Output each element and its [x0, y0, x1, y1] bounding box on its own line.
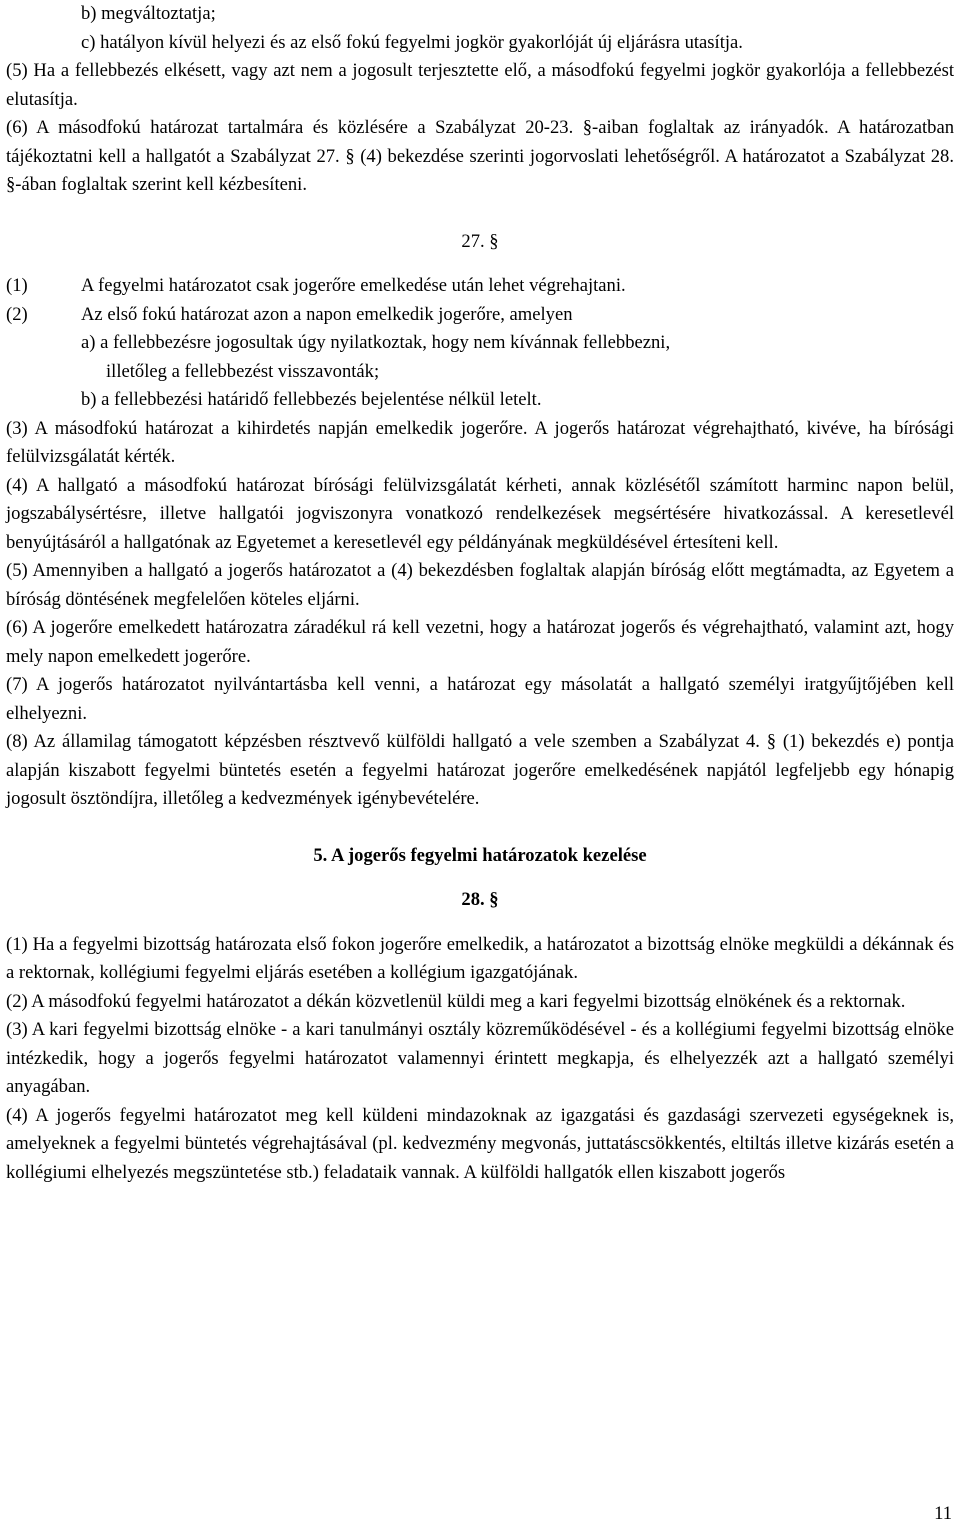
paragraph-27-3: (3) A másodfokú határozat a kihirdetés napján emelkedik jogerőre. A jogerős határozat végrehajtható, kivéve, ha bírósági felülvizsgálatát kérték.	[6, 417, 954, 467]
chapter-5-title: 5. A jogerős fegyelmi határozatok kezelése	[313, 844, 647, 866]
paragraph-28-2: (2) A másodfokú fegyelmi határozatot a dékán közvetlenül küldi meg a kari fegyelmi bizottság elnökének és a rektornak.	[6, 990, 906, 1012]
paragraph-27-8: (8) Az államilag támogatott képzésben résztvevő külföldi hallgató a vele szemben a Szabályzat 4. § (1) bekezdés e) pontja alapján kiszabott fegyelmi büntetés esetén a fegyelmi határozat jogerőre emelkedésének napjától legfeljebb egy hónapig jogosult ösztöndíjra, illetőleg a kedvezmények igénybevételére.	[6, 731, 954, 809]
paragraph-number: (2)	[6, 303, 28, 325]
paragraph-26-5: (5) Ha a fellebbezés elkésett, vagy azt nem a jogosult terjesztette elő, a másodfokú fegyelmi jogkör gyakorlója a fellebbezést elutasítja.	[6, 60, 954, 110]
paragraph-27-7: (7) A jogerős határozatot nyilvántartásba kell venni, a határozat egy másolatát a hallgató személyi iratgyűjtőjében kell elhelyezni.	[6, 674, 954, 724]
paragraph-27-1	[6, 272, 954, 301]
sub-item-a: a) a fellebbezésre jogosultak úgy nyilatkoztak, hogy nem kívánnak fellebbezni,	[81, 332, 671, 353]
paragraph-text: Az első fokú határozat azon a napon emelkedik jogerőre, amelyen	[81, 303, 573, 325]
paragraph-28-4: (4) A jogerős fegyelmi határozatot meg kell küldeni mindazoknak az igazgatási és gazdasági szervezeti egységeknek is, amelyeknek a fegyelmi büntetés végrehajtásával (pl. kedvezmény megvonás, juttatáscsökkentés, eltiltás illetve kizárás esetén a kollégiumi elhelyezés megszüntetése stb.) feladataik vannak. A külföldi hallgatók ellen kiszabott jogerős	[6, 1104, 954, 1183]
paragraph-28-3: (3) A kari fegyelmi bizottság elnöke - a kari tanulmányi osztály közreműködésével - és a kollégiumi fegyelmi bizottság elnöke intézkedik, hogy a jogerős fegyelmi határozatot valamennyi érintett megkapja, és elhelyezzék azt a hallgató személyi anyagában.	[6, 1019, 954, 1097]
paragraph-text: A fegyelmi határozatot csak jogerőre emelkedése után lehet végrehajtani.	[81, 275, 626, 296]
sub-item-b: b) a fellebbezési határidő fellebbezés bejelentése nélkül letelt.	[81, 389, 542, 410]
document-page	[6, 0, 954, 1187]
sub-item-a-continued: illetőleg a fellebbezést visszavonták;	[106, 360, 380, 382]
paragraph-26-6: (6) A másodfokú határozat tartalmára és közlésére a Szabályzat 20-23. §-aiban foglaltak az irányadók. A határozatban tájékoztatni kell a hallgatót a Szabályzat 27. § (4) bekezdése szerinti jogorvoslati lehetőségről. A határozatot a Szabályzat 28. §-ában foglaltak szerint kell kézbesíteni.	[6, 117, 954, 195]
paragraph-27-6: (6) A jogerőre emelkedett határozatra záradékul rá kell vezetni, hogy a határozat jogerős és végrehajtható, valamint azt, hogy mely napon emelkedett jogerőre.	[6, 617, 954, 667]
paragraph-27-2	[6, 301, 954, 330]
paragraph-27-5: (5) Amennyiben a hallgató a jogerős határozatot a (4) bekezdésben foglaltak alapján bíróság előtt megtámadta, az Egyetem a bíróság döntésének megfelelően köteles eljárni.	[6, 560, 954, 610]
paragraph-27-4: (4) A hallgató a másodfokú határozat bírósági felülvizsgálatát kérheti, annak közlésétől számított harminc napon belül, jogszabálysértésre, illetve hallgatói jogviszonyra vonatkozó rendelkezések megsértésére hivatkozással. A keresetlevél benyújtásáról a hallgatónak az Egyetemet a keresetlevél egy példányának megküldésével értesíteni kell.	[6, 474, 954, 553]
item-b: b) megváltoztatja;	[81, 3, 216, 24]
section-28-title: 28. §	[461, 889, 499, 910]
paragraph-28-1: (1) Ha a fegyelmi bizottság határozata első fokon jogerőre emelkedik, a határozatot a bizottság elnöke megküldi a dékánnak és a rektornak, kollégiumi fegyelmi eljárás esetében a kollégium igazgatójának.	[6, 933, 954, 983]
section-27-title: 27. §	[461, 230, 499, 252]
item-c: c) hatályon kívül helyezi és az első fokú fegyelmi jogkör gyakorlóját új eljárásra utasítja.	[81, 31, 743, 53]
page-number: 11	[934, 1503, 952, 1524]
paragraph-number: (1)	[6, 275, 28, 296]
